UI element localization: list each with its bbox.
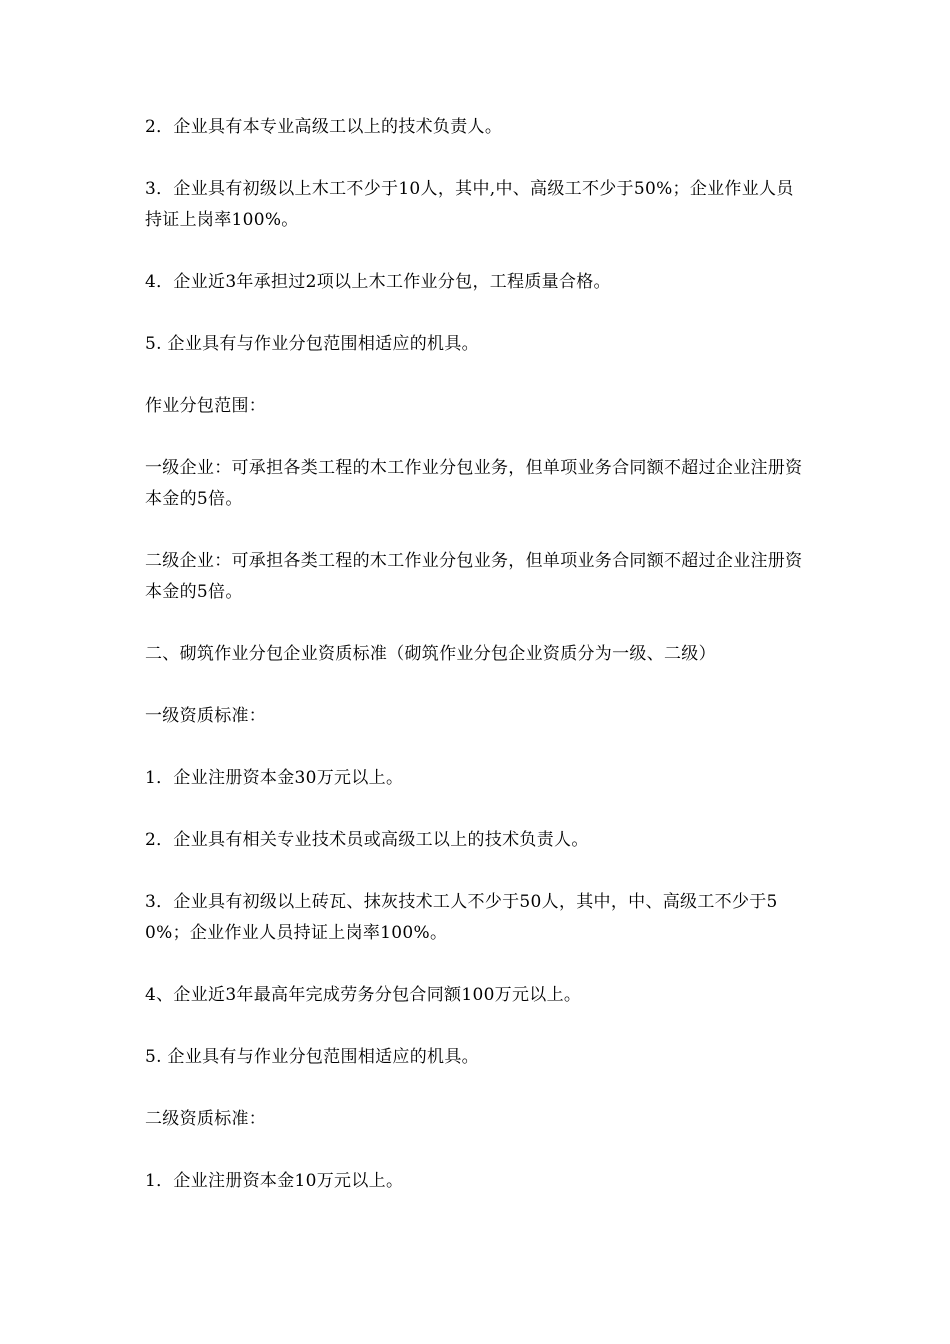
paragraph-masonry-contract-volume: 4、企业近3年最高年完成劳务分包合同额100万元以上。 (145, 985, 582, 1005)
paragraph-masonry-capital: 1．企业注册资本金30万元以上。 (145, 768, 404, 788)
paragraph-carpentry-workers: 3．企业具有初级以上木工不少于10人，其中,中、高级工不少于50%；企业作业人员持证上岗率100%。 (145, 179, 794, 230)
paragraph-scope-level-1: 一级企业：可承担各类工程的木工作业分包业务，但单项业务合同额不超过企业注册资本金的5倍。 (145, 458, 803, 509)
heading-subcontract-scope: 作业分包范围： (145, 396, 267, 416)
document-body (145, 112, 810, 1228)
paragraph-carpentry-equipment: 5. 企业具有与作业分包范围相适应的机具。 (145, 334, 479, 354)
paragraph-carpentry-experience: 4．企业近3年承担过2项以上木工作业分包，工程质量合格。 (145, 272, 611, 292)
heading-masonry-standard: 二、砌筑作业分包企业资质标准（砌筑作业分包企业资质分为一级、二级） (145, 644, 716, 664)
paragraph-masonry-workers: 3．企业具有初级以上砖瓦、抹灰技术工人不少于50人，其中，中、高级工不少于50%；企业作业人员持证上岗率100%。 (145, 892, 778, 943)
paragraph-carpentry-tech-lead: 2．企业具有本专业高级工以上的技术负责人。 (145, 117, 503, 137)
paragraph-masonry-tech-lead: 2．企业具有相关专业技术员或高级工以上的技术负责人。 (145, 830, 589, 850)
paragraph-masonry-equipment: 5. 企业具有与作业分包范围相适应的机具。 (145, 1047, 479, 1067)
paragraph-level-2-capital: 1．企业注册资本金10万元以上。 (145, 1171, 404, 1191)
paragraph-scope-level-2: 二级企业：可承担各类工程的木工作业分包业务，但单项业务合同额不超过企业注册资本金的5倍。 (145, 551, 803, 602)
heading-level-2-standard: 二级资质标准： (145, 1109, 267, 1129)
heading-level-1-standard: 一级资质标准： (145, 706, 267, 726)
